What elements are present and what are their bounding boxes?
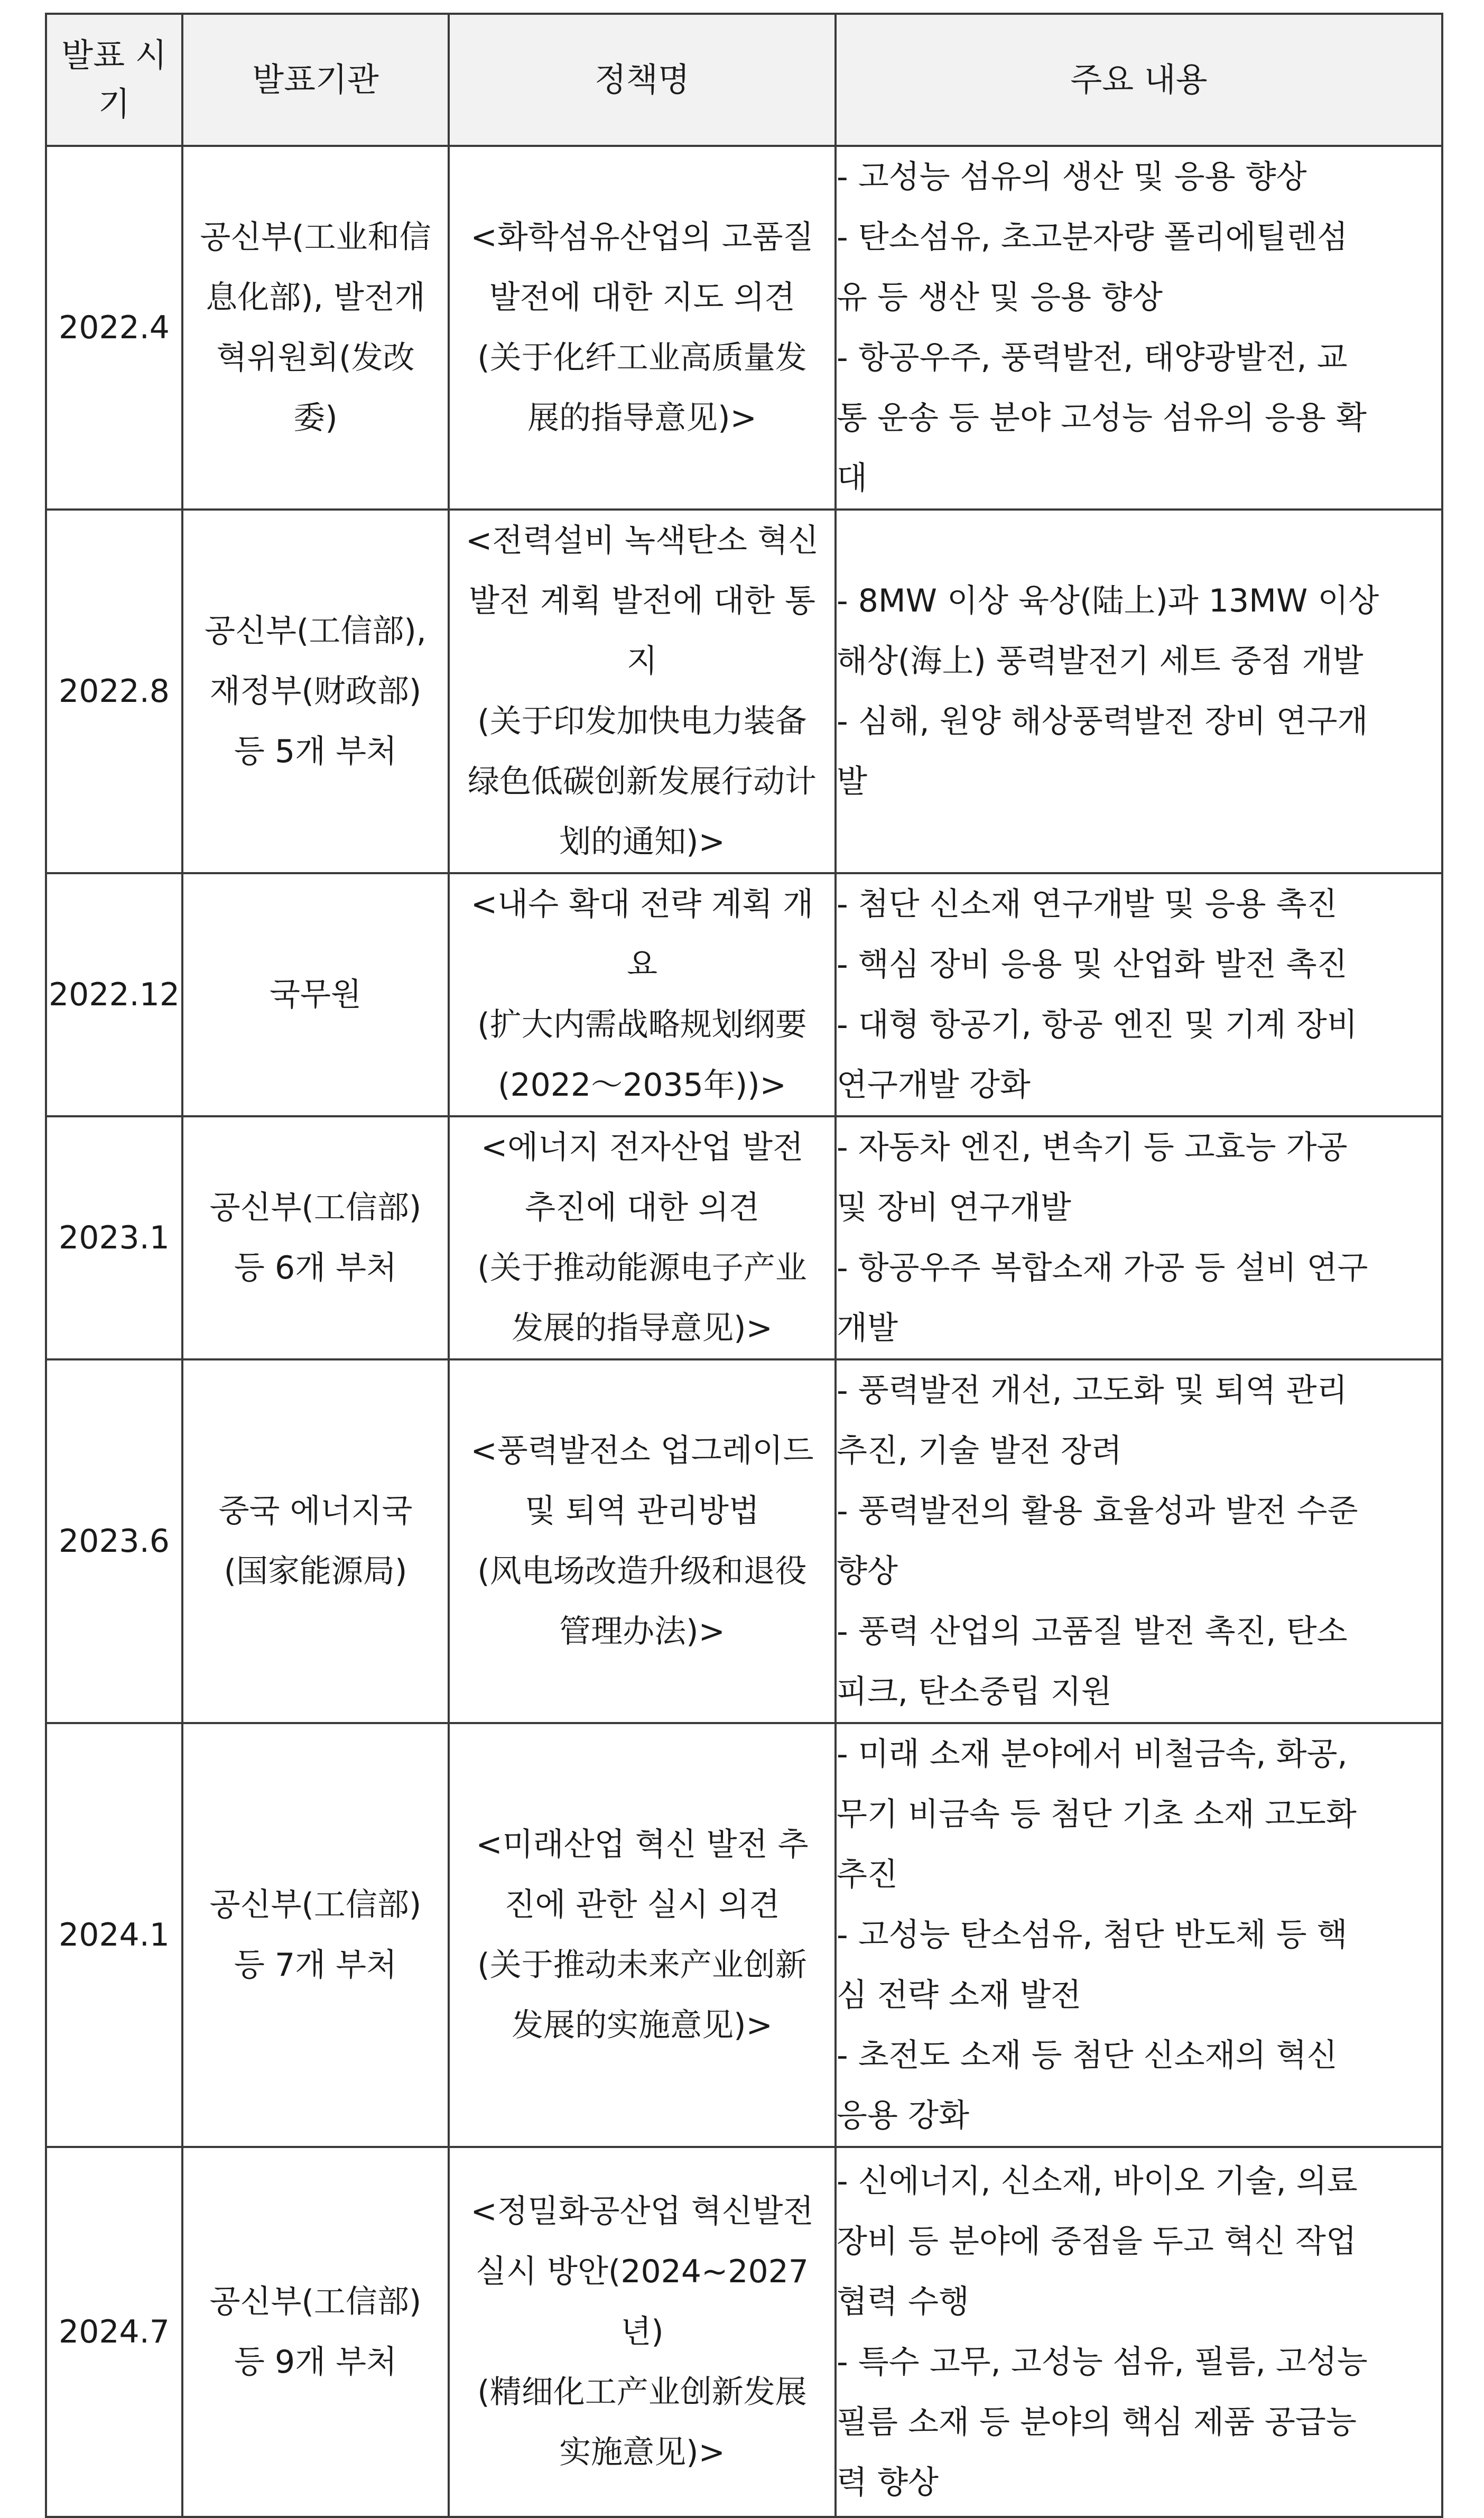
policy-line: 진에 관한 실시 의견 [504,1886,780,1923]
cell-content [836,1359,1442,1723]
cell-policy [449,2147,836,2517]
content-bullet [837,207,1441,328]
policy-line: 발전 계획 발전에 대한 통 [469,582,815,619]
content-bullet [837,691,1441,812]
content-bullet [837,328,1441,508]
cell-policy [449,1359,836,1723]
cell-content [836,2147,1442,2517]
content-line: 해상(海上) 풍력발전기 세트 중점 개발 [837,643,1364,680]
content-bullet [837,1481,1441,1601]
org-line: 등 6개 부처 [234,1249,397,1286]
content-bullet [837,934,1441,995]
policy-line: 划的通知)> [559,823,725,860]
policy-line: <화학섬유산업의 고품질 [470,219,814,256]
policy-line: (关于推动未来产业创新 [477,1947,807,1984]
content-line: - 풍력 산업의 고품질 발전 촉진, 탄소 [837,1613,1348,1650]
policy-line: (扩大内需战略规划纲要 [477,1006,807,1043]
cell-org [182,510,449,873]
cell-org [182,1723,449,2147]
content-line: 력 향상 [837,2464,939,2501]
policy-line: (关于印发加快电力装备 [477,703,807,740]
policy-line: <미래산업 혁신 발전 추 [476,1826,809,1863]
cell-policy [449,510,836,873]
content-line: - 초전도 소재 등 첨단 신소재의 혁신 [837,2037,1338,2074]
cell-policy [449,1723,836,2147]
content-bullet [837,2025,1441,2146]
policy-line: 년) [620,2313,664,2350]
content-bullet [837,1117,1441,1238]
content-line: 추진 [837,1856,898,1893]
content-line: - 항공우주 복합소재 가공 등 설비 연구 [837,1249,1368,1286]
content-line: 통 운송 등 분야 고성능 섬유의 응용 확 [837,400,1367,437]
content-line: - 첨단 신소재 연구개발 및 응용 촉진 [837,886,1338,923]
cell-date: 2022.4 [46,146,182,510]
org-line: 息化部), 발전개 [206,279,425,316]
policy-line: (关于化纤工业高质量发 [477,339,807,376]
content-line: 피크, 탄소중립 지원 [837,1673,1112,1710]
policy-line: 展的指导意见)> [527,400,757,437]
policy-line: <전력설비 녹색탄소 혁신 [465,522,819,559]
cell-content [836,873,1442,1116]
policy-table [45,13,1443,2518]
cell-content [836,510,1442,873]
policy-line: 绿色低碳创新发展行动计 [468,763,817,800]
policy-line: (2022～2035年))> [498,1067,786,1104]
content-bullet [837,571,1441,691]
policy-line: (风电场改造升级和退役 [477,1553,807,1590]
header-row [46,14,1442,146]
org-line: 국무원 [270,976,361,1013]
policy-line: (关于推动能源电子产业 [477,1249,807,1286]
org-line: 공신부(工业和信 [200,219,431,256]
cell-policy [449,873,836,1116]
header-date-line: 기 [98,85,130,123]
policy-line: 추진에 대한 의견 [525,1189,759,1226]
header-content: 주요 내용 [836,14,1442,146]
cell-org [182,146,449,510]
cell-content [836,146,1442,510]
policy-line: 요 [627,946,657,983]
header-org: 발표기관 [182,14,449,146]
cell-date: 2022.12 [46,873,182,1116]
content-line: 심 전략 소재 발전 [837,1977,1081,2014]
content-line: - 항공우주, 풍력발전, 태양광발전, 교 [837,339,1348,376]
content-line: 및 장비 연구개발 [837,1189,1071,1226]
org-line: 중국 에너지국 [218,1493,413,1530]
policy-line: <내수 확대 전략 계획 개 [470,886,814,923]
content-line: - 풍력발전의 활용 효율성과 발전 수준 [837,1493,1358,1530]
content-line: - 미래 소재 분야에서 비철금속, 화공, [837,1736,1348,1773]
content-line: 개발 [837,1310,898,1347]
content-line: 필름 소재 등 분야의 핵심 제품 공급능 [837,2404,1357,2441]
cell-content [836,1723,1442,2147]
content-line: - 풍력발전 개선, 고도화 및 퇴역 관리 [837,1372,1348,1409]
cell-date: 2023.6 [46,1359,182,1723]
cell-date: 2024.1 [46,1723,182,2147]
content-line: 응용 강화 [837,2097,969,2134]
cell-policy [449,146,836,510]
header-date [46,14,182,146]
policy-line: 실시 방안(2024~2027 [476,2253,809,2290]
content-line: - 탄소섬유, 초고분자량 폴리에틸렌섬 [837,219,1348,256]
cell-date: 2024.7 [46,2147,182,2517]
policy-line: 发展的实施意见)> [512,2007,773,2044]
content-line: - 8MW 이상 육상(陆上)과 13MW 이상 [837,582,1379,619]
content-bullet [837,1724,1441,1905]
org-line: 공신부(工信部), [205,613,426,650]
content-bullet [837,2332,1441,2513]
header-policy: 정책명 [449,14,836,146]
policy-line: 发展的指导意见)> [512,1310,773,1347]
content-line: 유 등 생산 및 응용 향상 [837,279,1163,316]
content-line: - 대형 항공기, 항공 엔진 및 기계 장비 [837,1006,1358,1043]
policy-line: 및 퇴역 관리방법 [525,1493,759,1530]
org-line: 공신부(工信部) [209,1886,422,1923]
policy-line: <풍력발전소 업그레이드 [470,1432,814,1469]
header-date-line: 발표 시 [61,36,167,75]
policy-line: 지 [627,643,657,680]
table-row [46,873,1442,1116]
content-line: - 핵심 장비 응용 및 산업화 발전 촉진 [837,946,1348,983]
org-line: 공신부(工信部) [209,2283,422,2320]
content-bullet [837,1905,1441,2025]
content-bullet [837,874,1441,934]
cell-content [836,1116,1442,1359]
content-line: - 특수 고무, 고성능 섬유, 필름, 고성능 [837,2344,1368,2381]
org-line: 공신부(工信部) [209,1189,422,1226]
table-row [46,1723,1442,2147]
org-line: 혁위원회(发改 [216,339,415,376]
content-line: 무기 비금속 등 첨단 기초 소재 고도화 [837,1796,1357,1833]
org-line: (国家能源局) [224,1553,407,1590]
org-line: 委) [293,400,338,437]
content-line: 향상 [837,1553,898,1590]
cell-date: 2023.1 [46,1116,182,1359]
content-line: 협력 수행 [837,2283,969,2320]
table-row [46,146,1442,510]
cell-org [182,873,449,1116]
org-line: 등 9개 부처 [234,2344,397,2381]
policy-line: 实施意见)> [559,2434,725,2471]
content-line: 발 [837,763,867,800]
content-line: - 고성능 섬유의 생산 및 응용 향상 [837,159,1307,196]
table-row [46,1359,1442,1723]
content-bullet [837,2151,1441,2332]
policy-line: 발전에 대한 지도 의견 [489,279,795,316]
org-line: 재정부(财政部) [209,673,422,710]
policy-line: <에너지 전자산업 발전 [480,1129,804,1166]
table-row [46,2147,1442,2517]
cell-org [182,2147,449,2517]
footer-note [45,2503,1441,2516]
content-bullet [837,1238,1441,1358]
table-row [46,1116,1442,1359]
content-bullet [837,995,1441,1115]
table-body [46,146,1442,2517]
content-line: - 신에너지, 신소재, 바이오 기술, 의료 [837,2163,1358,2200]
content-line: 장비 등 분야에 중점을 두고 혁신 작업 [837,2223,1357,2260]
content-bullet [837,147,1441,207]
content-line: - 고성능 탄소섬유, 첨단 반도체 등 핵 [837,1917,1348,1954]
org-line: 등 7개 부처 [234,1947,397,1984]
policy-line: 管理办法)> [559,1613,725,1650]
content-line: - 심해, 원양 해상풍력발전 장비 연구개 [837,703,1368,740]
content-line: 대 [837,460,867,497]
content-line: 연구개발 강화 [837,1067,1031,1104]
content-line: 추진, 기술 발전 장려 [837,1432,1122,1469]
policy-line: (精细化工产业创新发展 [477,2374,807,2411]
table-row [46,510,1442,873]
content-bullet [837,1601,1441,1722]
policy-line: <정밀화공산업 혁신발전 [470,2193,814,2230]
cell-policy [449,1116,836,1359]
content-line: - 자동차 엔진, 변속기 등 고효능 가공 [837,1129,1348,1166]
cell-org [182,1359,449,1723]
content-bullet [837,1360,1441,1481]
org-line: 등 5개 부처 [234,733,397,770]
cell-date: 2022.8 [46,510,182,873]
cell-org [182,1116,449,1359]
